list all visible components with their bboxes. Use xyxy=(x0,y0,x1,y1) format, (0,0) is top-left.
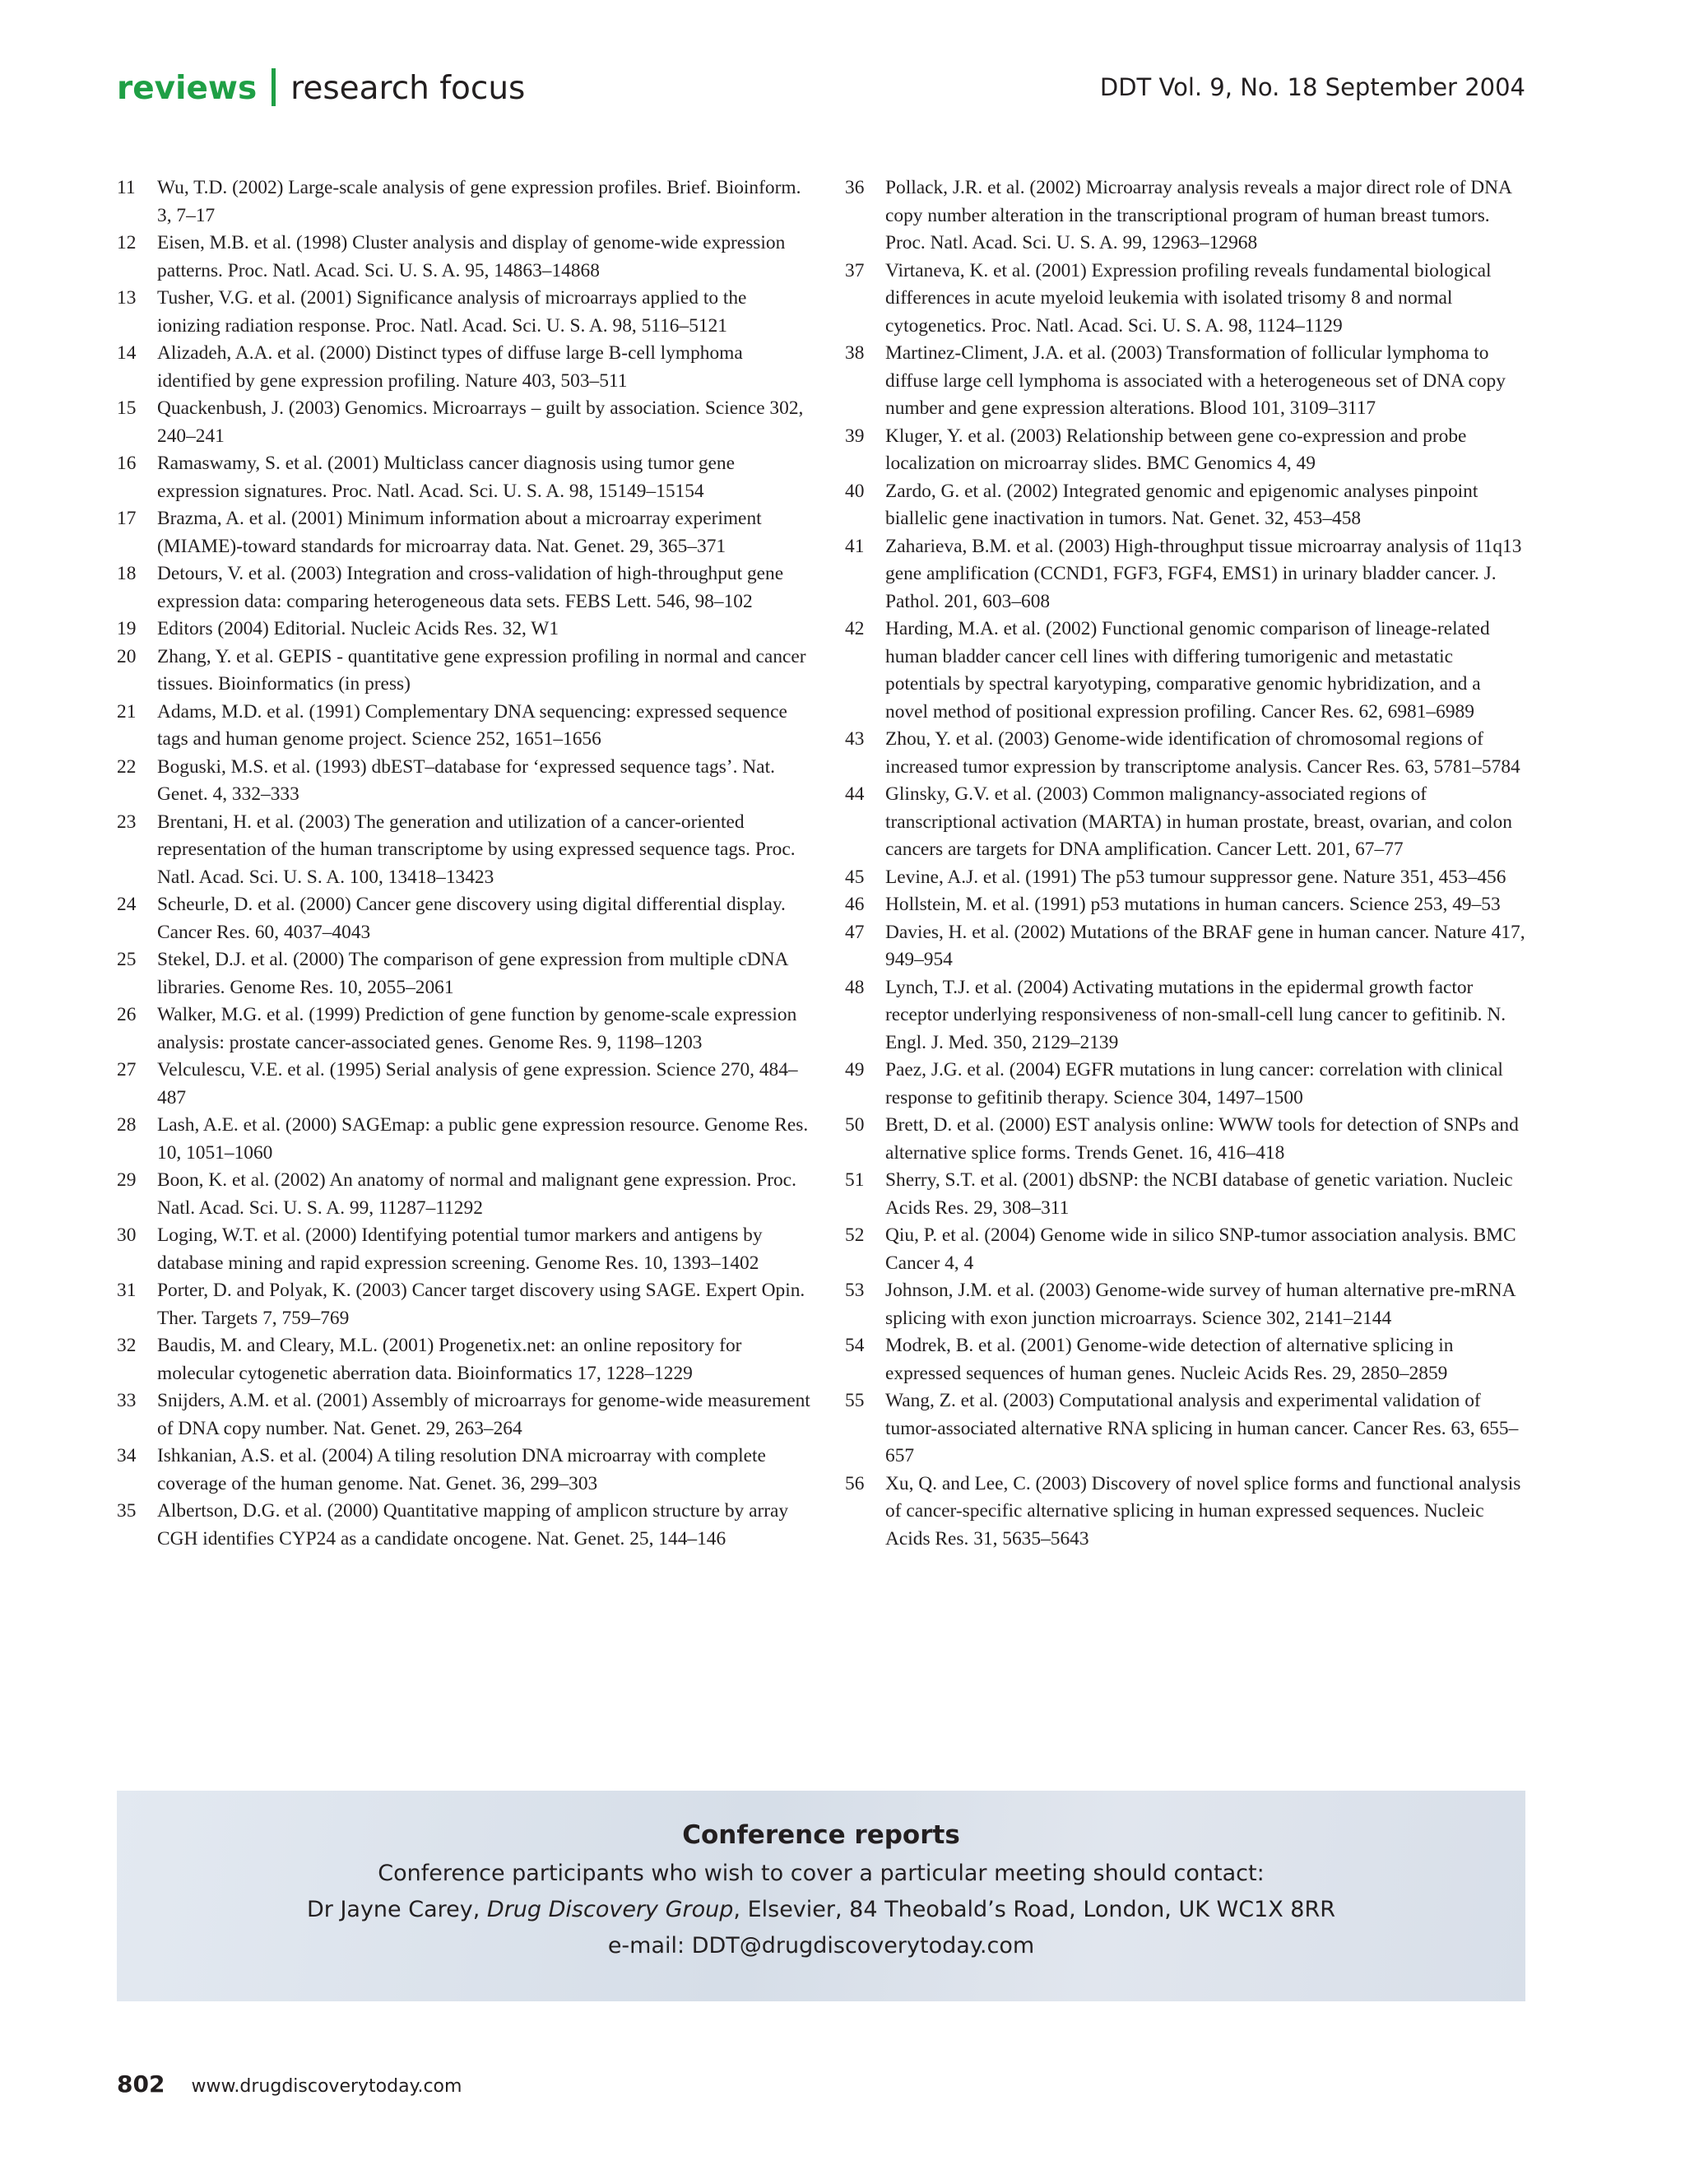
conference-contact xyxy=(117,1897,1525,1922)
reference-item xyxy=(117,699,812,754)
reference-number: 37 xyxy=(845,259,865,281)
reference-item xyxy=(117,809,812,892)
reference-number: 21 xyxy=(117,700,137,723)
reference-number: 41 xyxy=(845,535,865,557)
reference-number: 51 xyxy=(845,1169,865,1191)
reference-number: 19 xyxy=(117,618,137,639)
reference-number: 26 xyxy=(117,1004,137,1025)
reference-number: 43 xyxy=(845,728,865,750)
reference-item xyxy=(117,505,812,560)
reference-text: Walker, M.G. et al. (1999) Prediction of gene function by genome-scale expression analysis: prostate cancer-associated genes. Genome Res. 9, 1198–1203 xyxy=(157,1004,797,1053)
reference-text: Boguski, M.S. et al. (1993) dbEST–database for ‘expressed sequence tags’. Nat. Genet. 4, 332–333 xyxy=(157,755,775,805)
reference-item xyxy=(117,174,812,230)
reference-number: 48 xyxy=(845,976,865,998)
reference-text: Zhang, Y. et al. GEPIS - quantitative gene expression profiling in normal and cancer tissues. Bioinformatics (in press) xyxy=(157,645,806,695)
section-reviews-label: reviews xyxy=(117,70,258,107)
reference-number: 11 xyxy=(117,177,136,198)
reference-text: Boon, K. et al. (2002) An anatomy of normal and malignant gene expression. Proc. Natl. Acad. Sci. U. S. A. 99, 11287–11292 xyxy=(157,1169,796,1219)
reference-number: 49 xyxy=(845,1059,865,1080)
reference-item xyxy=(117,1387,812,1443)
reference-number: 34 xyxy=(117,1445,137,1466)
reference-number: 50 xyxy=(845,1114,865,1136)
issue-info: DDT Vol. 9, No. 18 September 2004 xyxy=(1099,73,1525,101)
reference-item xyxy=(117,1112,812,1167)
reference-item xyxy=(845,258,1528,341)
reference-number: 23 xyxy=(117,811,137,833)
references-column-right xyxy=(845,174,1528,1553)
reference-text: Porter, D. and Polyak, K. (2003) Cancer target discovery using SAGE. Expert Opin. Ther. Targets 7, 759–769 xyxy=(157,1280,805,1329)
reference-item xyxy=(117,891,812,946)
reference-item xyxy=(845,423,1528,478)
reference-text: Paez, J.G. et al. (2004) EGFR mutations in lung cancer: correlation with clinical response to gefitinib therapy. Science 304, 1497–1500 xyxy=(885,1059,1503,1108)
reference-number: 55 xyxy=(845,1390,865,1411)
reference-text: Harding, M.A. et al. (2002) Functional genomic comparison of lineage-related human bladder cancer cell lines with differing tumorigenic and metastatic potentials by spectral karyotyping, comparative genomic hybridization, and a novel method of positional expression profiling. Cancer Res. 62, 6981–6989 xyxy=(885,618,1490,723)
reference-text: Brazma, A. et al. (2001) Minimum information about a microarray experiment (MIAME)-toward standards for microarray data. Nat. Genet. 29, 365–371 xyxy=(157,508,762,557)
conference-title: Conference reports xyxy=(682,1820,960,1850)
reference-text: Tusher, V.G. et al. (2001) Significance analysis of microarrays applied to the ionizing radiation response. Proc. Natl. Acad. Sci. U. S. A. 98, 5116–5121 xyxy=(157,287,747,337)
reference-item xyxy=(117,340,812,395)
reference-item xyxy=(117,285,812,340)
reference-item xyxy=(117,230,812,285)
reference-text: Virtaneva, K. et al. (2001) Expression profiling reveals fundamental biological differences in acute myeloid leukemia with isolated trisomy 8 and normal cytogenetics. Proc. Natl. Acad. Sci. U. S. A. 98, 1124–1129 xyxy=(885,259,1492,337)
contact-group: Drug Discovery Group xyxy=(486,1897,734,1922)
reference-number: 15 xyxy=(117,397,137,419)
reference-number: 28 xyxy=(117,1114,137,1136)
references-column-left xyxy=(117,174,812,1553)
section-label xyxy=(117,67,525,110)
reference-number: 38 xyxy=(845,342,865,364)
reference-text: Modrek, B. et al. (2001) Genome-wide detection of alternative splicing in expressed sequences of human genes. Nucleic Acids Res. 29, 2850–2859 xyxy=(885,1335,1454,1384)
reference-number: 42 xyxy=(845,618,865,639)
reference-number: 32 xyxy=(117,1335,137,1356)
reference-item xyxy=(117,644,812,699)
reference-text: Wang, Z. et al. (2003) Computational analysis and experimental validation of tumor-associated alternative RNA splicing in human cancer. Cancer Res. 63, 655–657 xyxy=(885,1390,1519,1466)
reference-number: 24 xyxy=(117,894,137,915)
reference-item xyxy=(117,1167,812,1222)
reference-number: 27 xyxy=(117,1059,137,1080)
reference-number: 53 xyxy=(845,1280,865,1301)
reference-number: 56 xyxy=(845,1472,865,1494)
page-header xyxy=(117,67,1525,117)
reference-item xyxy=(845,174,1528,258)
reference-number: 31 xyxy=(117,1280,137,1301)
reference-text: Martinez-Climent, J.A. et al. (2003) Transformation of follicular lymphoma to diffuse large cell lymphoma is associated with a heterogeneous set of DNA copy number and gene expression alterations. Blood 101, 3109–3117 xyxy=(885,342,1506,419)
reference-text: Editors (2004) Editorial. Nucleic Acids Res. 32, W1 xyxy=(157,618,559,639)
reference-item xyxy=(845,1112,1528,1167)
reference-item xyxy=(845,1471,1528,1554)
reference-number: 52 xyxy=(845,1224,865,1246)
reference-item xyxy=(117,1443,812,1498)
reference-text: Lash, A.E. et al. (2000) SAGEmap: a public gene expression resource. Genome Res. 10, 1051–1060 xyxy=(157,1114,809,1164)
reference-text: Brentani, H. et al. (2003) The generation and utilization of a cancer-oriented representation of the human transcriptome by using expressed sequence tags. Proc. Natl. Acad. Sci. U. S. A. 100, 13418–13423 xyxy=(157,811,796,888)
reference-item xyxy=(117,1277,812,1332)
reference-text: Davies, H. et al. (2002) Mutations of the BRAF gene in human cancer. Nature 417, 949–954 xyxy=(885,921,1525,970)
reference-text: Hollstein, M. et al. (1991) p53 mutations in human cancers. Science 253, 49–53 xyxy=(885,894,1501,915)
reference-item xyxy=(117,1057,812,1112)
reference-item xyxy=(845,340,1528,423)
reference-text: Kluger, Y. et al. (2003) Relationship between gene co-expression and probe localization on microarray slides. BMC Genomics 4, 49 xyxy=(885,425,1467,474)
reference-text: Zaharieva, B.M. et al. (2003) High-throughput tissue microarray analysis of 11q13 gene amplification (CCND1, FGF3, FGF4, EMS1) in urinary bladder cancer. J. Pathol. 201, 603–608 xyxy=(885,535,1522,612)
reference-text: Zardo, G. et al. (2002) Integrated genomic and epigenomic analyses pinpoint biallelic gene inactivation in tumors. Nat. Genet. 32, 453–458 xyxy=(885,480,1478,529)
reference-text: Zhou, Y. et al. (2003) Genome-wide identification of chromosomal regions of increased tumor expression by transcriptome analysis. Cancer Res. 63, 5781–5784 xyxy=(885,728,1520,778)
reference-item xyxy=(117,560,812,616)
reference-text: Loging, W.T. et al. (2000) Identifying potential tumor markers and antigens by database mining and rapid expression screening. Genome Res. 10, 1393–1402 xyxy=(157,1224,763,1274)
reference-number: 12 xyxy=(117,232,137,253)
reference-number: 18 xyxy=(117,563,137,584)
reference-item xyxy=(845,1277,1528,1332)
reference-text: Pollack, J.R. et al. (2002) Microarray analysis reveals a major direct role of DNA copy number alteration in the transcriptional program of human breast tumors. Proc. Natl. Acad. Sci. U. S. A. 99, 12963–12968 xyxy=(885,177,1511,253)
reference-text: Lynch, T.J. et al. (2004) Activating mutations in the epidermal growth factor receptor underlying responsiveness of non-small-cell lung cancer to gefitinib. N. Engl. J. Med. 350, 2129–2139 xyxy=(885,976,1506,1053)
reference-number: 54 xyxy=(845,1335,865,1356)
reference-number: 29 xyxy=(117,1169,137,1191)
reference-text: Levine, A.J. et al. (1991) The p53 tumour suppressor gene. Nature 351, 453–456 xyxy=(885,866,1506,888)
reference-number: 16 xyxy=(117,453,137,474)
reference-text: Stekel, D.J. et al. (2000) The comparison of gene expression from multiple cDNA libraries. Genome Res. 10, 2055–2061 xyxy=(157,949,788,998)
reference-item xyxy=(845,1167,1528,1222)
conference-intro: Conference participants who wish to cover a particular meeting should contact: xyxy=(378,1861,1265,1886)
reference-text: Johnson, J.M. et al. (2003) Genome-wide survey of human alternative pre-mRNA splicing with exon junction microarrays. Science 302, 2141–2144 xyxy=(885,1280,1516,1329)
reference-text: Snijders, A.M. et al. (2001) Assembly of microarrays for genome-wide measurement of DNA copy number. Nat. Genet. 29, 263–264 xyxy=(157,1390,810,1439)
reference-number: 36 xyxy=(845,177,865,198)
reference-item xyxy=(845,891,1528,919)
conference-email[interactable]: e-mail: DDT@drugdiscoverytoday.com xyxy=(607,1933,1035,1959)
footer-url[interactable]: www.drugdiscoverytoday.com xyxy=(191,2076,462,2097)
reference-text: Eisen, M.B. et al. (1998) Cluster analysis and display of genome-wide expression patterns. Proc. Natl. Acad. Sci. U. S. A. 95, 14863–14868 xyxy=(157,232,786,281)
reference-number: 40 xyxy=(845,480,865,502)
reference-item xyxy=(845,533,1528,616)
reference-item xyxy=(845,1057,1528,1112)
reference-number: 39 xyxy=(845,425,865,447)
reference-item xyxy=(845,974,1528,1057)
reference-item xyxy=(117,616,812,644)
reference-text: Qiu, P. et al. (2004) Genome wide in silico SNP-tumor association analysis. BMC Cancer 4, 4 xyxy=(885,1224,1516,1274)
reference-number: 20 xyxy=(117,645,137,667)
reference-number: 14 xyxy=(117,342,137,364)
reference-item xyxy=(117,946,812,1001)
reference-number: 30 xyxy=(117,1224,137,1246)
reference-item xyxy=(117,1222,812,1277)
contact-address: , Elsevier, 84 Theobald’s Road, London, UK WC1X 8RR xyxy=(733,1897,1336,1922)
reference-number: 13 xyxy=(117,287,137,309)
reference-text: Xu, Q. and Lee, C. (2003) Discovery of novel splice forms and functional analysis of cancer-specific alternative splicing in human expressed sequences. Nucleic Acids Res. 31, 5635–5643 xyxy=(885,1472,1521,1550)
reference-text: Brett, D. et al. (2000) EST analysis online: WWW tools for detection of SNPs and alternative splice forms. Trends Genet. 16, 416–418 xyxy=(885,1114,1519,1164)
reference-item xyxy=(117,395,812,450)
reference-item xyxy=(845,864,1528,892)
reference-number: 35 xyxy=(117,1500,137,1522)
reference-number: 25 xyxy=(117,949,137,970)
reference-number: 22 xyxy=(117,755,137,778)
reference-text: Quackenbush, J. (2003) Genomics. Microarrays – guilt by association. Science 302, 240–241 xyxy=(157,397,804,447)
page-number: 802 xyxy=(117,2070,165,2098)
subsection-label: research focus xyxy=(290,70,526,107)
reference-number: 33 xyxy=(117,1390,137,1411)
reference-text: Sherry, S.T. et al. (2001) dbSNP: the NCBI database of genetic variation. Nucleic Acids Res. 29, 308–311 xyxy=(885,1169,1513,1219)
reference-text: Alizadeh, A.A. et al. (2000) Distinct types of diffuse large B-cell lymphoma identified by gene expression profiling. Nature 403, 503–511 xyxy=(157,342,743,392)
reference-text: Baudis, M. and Cleary, M.L. (2001) Progenetix.net: an online repository for molecular cytogenetic aberration data. Bioinformatics 17, 1228–1229 xyxy=(157,1335,742,1384)
reference-item xyxy=(117,1001,812,1057)
header-divider xyxy=(272,68,276,106)
reference-number: 46 xyxy=(845,894,865,915)
page-footer xyxy=(117,2070,462,2098)
reference-item xyxy=(845,478,1528,533)
reference-text: Ramaswamy, S. et al. (2001) Multiclass cancer diagnosis using tumor gene expression signatures. Proc. Natl. Acad. Sci. U. S. A. 98, 15149–15154 xyxy=(157,453,736,502)
conference-reports-box xyxy=(117,1791,1525,2001)
reference-item xyxy=(117,1498,812,1553)
reference-item xyxy=(845,781,1528,864)
reference-item xyxy=(117,754,812,809)
reference-item xyxy=(845,1222,1528,1277)
reference-item xyxy=(845,726,1528,781)
reference-text: Albertson, D.G. et al. (2000) Quantitative mapping of amplicon structure by array CGH identifies CYP24 as a candidate oncogene. Nat. Genet. 25, 144–146 xyxy=(157,1500,789,1550)
reference-text: Ishkanian, A.S. et al. (2004) A tiling resolution DNA microarray with complete coverage of the human genome. Nat. Genet. 36, 299–303 xyxy=(157,1445,766,1494)
reference-text: Adams, M.D. et al. (1991) Complementary DNA sequencing: expressed sequence tags and human genome project. Science 252, 1651–1656 xyxy=(157,700,787,750)
contact-name: Dr Jayne Carey, xyxy=(306,1897,487,1922)
reference-text: Glinsky, G.V. et al. (2003) Common malignancy-associated regions of transcriptional activation (MARTA) in human prostate, breast, ovarian, and colon cancers are targets for DNA amplification. Cancer Lett. 201, 67–77 xyxy=(885,783,1512,860)
reference-item xyxy=(845,919,1528,974)
reference-number: 47 xyxy=(845,921,865,943)
reference-number: 45 xyxy=(845,866,865,888)
reference-text: Wu, T.D. (2002) Large-scale analysis of gene expression profiles. Brief. Bioinform. 3, 7–17 xyxy=(157,177,801,226)
reference-item xyxy=(845,616,1528,726)
reference-text: Detours, V. et al. (2003) Integration and cross-validation of high-throughput gene expression data: comparing heterogeneous data sets. FEBS Lett. 546, 98–102 xyxy=(157,563,784,612)
reference-text: Velculescu, V.E. et al. (1995) Serial analysis of gene expression. Science 270, 484–487 xyxy=(157,1059,798,1108)
reference-text: Scheurle, D. et al. (2000) Cancer gene discovery using digital differential display. Cancer Res. 60, 4037–4043 xyxy=(157,894,786,943)
reference-item xyxy=(845,1332,1528,1387)
reference-number: 44 xyxy=(845,783,865,805)
reference-number: 17 xyxy=(117,508,137,529)
reference-item xyxy=(845,1387,1528,1471)
reference-item xyxy=(117,1332,812,1387)
reference-item xyxy=(117,450,812,505)
